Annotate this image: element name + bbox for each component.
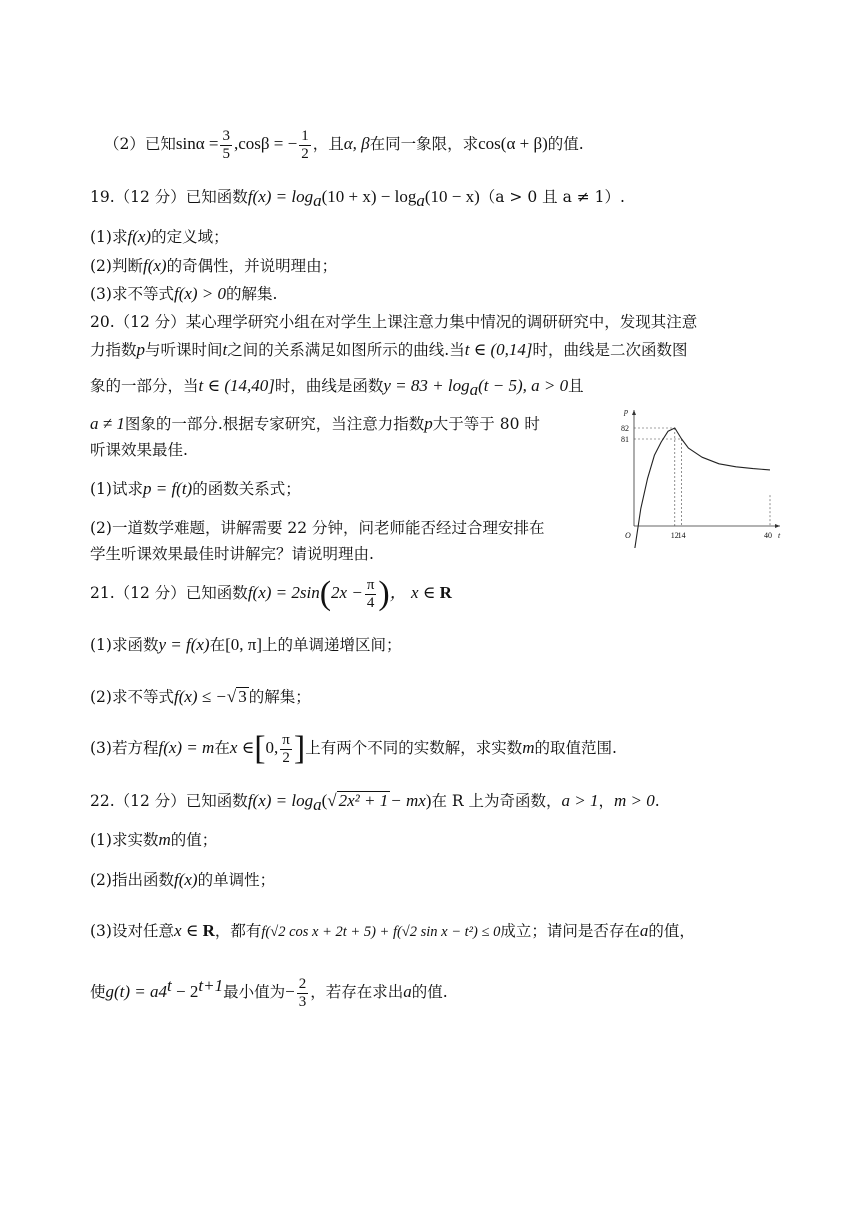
q19-header-text: 19.（12 分）已知函数 bbox=[90, 188, 248, 206]
q20-part1 bbox=[90, 478, 301, 500]
q22-part3-minus: − bbox=[285, 982, 295, 1002]
q18-part2 bbox=[104, 126, 584, 163]
q18-cos-den: 2 bbox=[301, 145, 309, 162]
q22-min-den: 3 bbox=[298, 993, 307, 1010]
q18-sin-expr: sinα = bbox=[175, 134, 219, 153]
q18-sin-num: 3 bbox=[222, 127, 230, 144]
q20-part1-a: (1)试求 bbox=[90, 480, 143, 498]
q20-line2-d: 时，曲线是二次函数图 bbox=[532, 341, 688, 359]
q21-left-bracket: [ bbox=[254, 730, 266, 767]
y-tick-label-82: 82 bbox=[621, 424, 629, 433]
q21-part3-a: (3)若方程 bbox=[90, 739, 159, 757]
q18-sin-den: 5 bbox=[222, 145, 230, 162]
x-tick-label-14: 14 bbox=[677, 531, 686, 540]
q22-part3-g-exp1: t bbox=[167, 976, 172, 995]
q21-part2-b: 的解集； bbox=[248, 688, 311, 706]
q21-part3-x: x ∈ bbox=[229, 738, 255, 757]
q20-line4-a: 图象的一部分.根据专家研究，当注意力指数 bbox=[124, 415, 425, 433]
q22-part2 bbox=[90, 869, 275, 891]
q22-part3-e: 使 bbox=[90, 983, 106, 1002]
q21-part1-c: 上的单调递增区间； bbox=[262, 636, 402, 654]
q20-func-base: a bbox=[469, 380, 479, 400]
q19-part3-b: 的解集. bbox=[226, 285, 278, 303]
q20-line3-c: 且 bbox=[568, 377, 584, 395]
q21-pi-fraction bbox=[365, 577, 377, 612]
q20-line2-a: 力指数 bbox=[90, 341, 137, 359]
q20-part1-b: 的函数关系式； bbox=[192, 480, 301, 498]
q22-part2-a: (2)指出函数 bbox=[90, 871, 174, 889]
y-tick-label-81: 81 bbox=[621, 435, 629, 444]
q22-min-fraction bbox=[297, 976, 309, 1011]
q22-part3-f2: 最小值为 bbox=[223, 983, 286, 1002]
q22-cond-end: . bbox=[654, 792, 660, 810]
q19-part2 bbox=[90, 255, 337, 277]
q22-part1-b: 的值； bbox=[170, 831, 218, 849]
q21-right-paren: ) bbox=[378, 575, 390, 612]
x-axis-arrow bbox=[775, 524, 780, 528]
q21-part3-int-a: 0, bbox=[265, 738, 279, 757]
q22-function: f(x) = log bbox=[247, 791, 314, 810]
q21-pi-num: π bbox=[366, 576, 375, 593]
q21-part3-pi-num: π bbox=[282, 731, 290, 748]
y-axis-arrow bbox=[632, 410, 636, 415]
q22-cond-sep: ， bbox=[598, 792, 614, 810]
q19-base1: a bbox=[313, 191, 322, 211]
q20-p-var2: p bbox=[424, 414, 433, 433]
q21-part2: (2)求不等式f(x) ≤ −√ 3 的解集； bbox=[90, 687, 311, 706]
x-tick-label-40: 40 bbox=[764, 531, 772, 540]
q21-left-paren: ( bbox=[319, 575, 332, 612]
q21-part2-a: (2)求不等式 bbox=[90, 688, 174, 706]
q21-part1-b: 在 bbox=[209, 636, 226, 654]
q20-line1: 20.（12 分）某心理学研究小组在对学生上课注意力集中情况的调研研究中，发现其注意 bbox=[90, 313, 698, 331]
q21-part3-b: 在 bbox=[214, 739, 230, 757]
q22-sqrt-inner: 2x² + 1 bbox=[338, 791, 389, 810]
q18-target: cos(α + β) bbox=[478, 134, 548, 153]
q21-header bbox=[90, 571, 452, 615]
q20-line2-c: 之间的关系满足如图所示的曲线.当 bbox=[227, 341, 465, 359]
q20-line4 bbox=[90, 413, 540, 435]
q22-part3-g-exp2: t+1 bbox=[198, 976, 224, 995]
q21-domain: ， x ∈ bbox=[389, 583, 440, 602]
q22-part3-g: g(t) = a4 bbox=[105, 982, 168, 1002]
q22-part3-line2 bbox=[90, 966, 448, 1012]
q20-cond: a ≠ 1 bbox=[90, 414, 125, 433]
q22-header-text: 22.（12 分）已知函数 bbox=[90, 792, 248, 810]
q21-part1-a: (1)求函数 bbox=[90, 636, 159, 654]
q18-quadrant-text: 在同一象限，求 bbox=[369, 135, 479, 153]
q21-part2-sqrt: 3 bbox=[238, 687, 247, 706]
q21-part1-f: y = f(x) bbox=[158, 635, 210, 654]
q20-t-var: t bbox=[222, 340, 228, 359]
q22-part3-c: 成立；请问是否存在 bbox=[500, 922, 640, 940]
q18-cos-expr: ,cosβ = − bbox=[233, 134, 298, 153]
q21-domain-set: R bbox=[439, 583, 452, 602]
q20-part2-line2: 学生听课效果最佳时讲解完？请说明理由. bbox=[90, 545, 374, 563]
q20-part2-line1: (2)一道数学难题，讲解需要 22 分钟，问老师能否经过合理安排在 bbox=[90, 519, 545, 537]
q20-func-end: (t − 5), a > 0 bbox=[478, 376, 569, 395]
q19-part3 bbox=[90, 283, 277, 305]
q20-line2-b: 与听课时间 bbox=[145, 341, 223, 359]
q22-part2-f: f(x) bbox=[173, 870, 198, 889]
q22-header: 22.（12 分）已知函数$f(x) = \log_a(√$ 2x² + 1 − mx)在 R 上为奇函数，a > 1，m > 0. bbox=[90, 791, 660, 815]
q20-line3 bbox=[90, 375, 584, 401]
q19-base2: a bbox=[416, 191, 425, 211]
q19-part2-a: (2)判断 bbox=[90, 257, 143, 275]
q19-part3-f: f(x) > 0 bbox=[173, 284, 227, 303]
q21-part3 bbox=[90, 726, 617, 770]
x-axis-label: t bbox=[778, 531, 781, 540]
q20-line2 bbox=[90, 339, 688, 361]
q22-part3-var2: a bbox=[403, 982, 412, 1002]
q22-part2-b: 的单调性； bbox=[197, 871, 276, 889]
attention-curve bbox=[634, 428, 770, 548]
q20-line5: 听课效果最佳. bbox=[90, 441, 188, 459]
q22-part3-ineq: f(√2 cos x + 2t + 5) + f(√2 sin x − t²) ≤ 0 bbox=[261, 924, 501, 940]
q19-part2-f: f(x) bbox=[142, 256, 167, 275]
q22-part3-g-mid: − 2 bbox=[171, 982, 199, 1002]
q21-part3-c: 上有两个不同的实数解，求实数 bbox=[305, 739, 523, 757]
q22-part1-a: (1)求实数 bbox=[90, 831, 159, 849]
q19-part1-b: 的定义域； bbox=[151, 228, 229, 246]
q22-part3-d: 的值， bbox=[648, 922, 695, 940]
q20-func: y = 83 + log bbox=[383, 376, 470, 395]
q20-line3-b: 时，曲线是函数 bbox=[274, 377, 384, 395]
q18-part2-prefix: （2）已知 bbox=[104, 135, 176, 153]
q19-condition: （a > 0 且 a ≠ 1）. bbox=[479, 188, 625, 206]
q21-pi-den: 4 bbox=[366, 594, 375, 611]
q22-part3-b: ，都有 bbox=[214, 922, 262, 940]
q22-part3-x: x ∈ bbox=[173, 921, 203, 940]
q20-range1: t ∈ (0,14] bbox=[464, 340, 533, 359]
y-axis-label: p bbox=[624, 407, 628, 416]
q22-part1-m: m bbox=[158, 830, 171, 849]
q22-part3-var: a bbox=[639, 921, 649, 940]
q21-part1-int: [0, π] bbox=[225, 635, 262, 654]
attention-chart bbox=[612, 402, 788, 548]
q22-part1 bbox=[90, 829, 217, 851]
q22-cond-m: m > 0 bbox=[613, 791, 655, 810]
q21-inner: 2x − bbox=[331, 583, 363, 602]
q21-part3-pi-den: 2 bbox=[282, 749, 290, 766]
q21-part3-f: f(x) = m bbox=[158, 738, 215, 757]
q21-part3-d: 的取值范围. bbox=[534, 739, 617, 757]
q20-line4-b: 大于等于 80 时 bbox=[432, 415, 540, 433]
x-tick-label-12: 12 bbox=[670, 531, 679, 540]
q19-header bbox=[90, 186, 625, 212]
q20-range2: t ∈ (14,40] bbox=[198, 376, 275, 395]
q22-part3-a: (3)设对任意 bbox=[90, 922, 174, 940]
q18-mid: ，且 bbox=[312, 135, 344, 153]
q20-p-var: p bbox=[136, 340, 146, 359]
q19-function: f(x) = log bbox=[247, 187, 314, 206]
q21-part2-f: f(x) ≤ − bbox=[173, 687, 227, 706]
q22-mid: 在 R 上为奇函数， bbox=[431, 792, 562, 810]
q22-min-num: 2 bbox=[298, 975, 307, 992]
q20-line3-a: 象的一部分，当 bbox=[90, 377, 199, 395]
q21-part3-pi-fraction bbox=[280, 732, 292, 767]
q21-right-bracket: ] bbox=[293, 730, 306, 767]
q19-part1 bbox=[90, 226, 229, 248]
q18-sin-fraction bbox=[220, 128, 232, 163]
q22-cond-a: a > 1 bbox=[561, 791, 599, 810]
q22-part3-i: 的值. bbox=[411, 983, 448, 1002]
q19-part2-b: 的奇偶性，并说明理由； bbox=[166, 257, 338, 275]
q19-part1-f: f(x) bbox=[127, 227, 152, 246]
q22-base: a bbox=[313, 795, 322, 815]
q18-end: 的值. bbox=[547, 135, 584, 153]
q22-part3-set: R bbox=[202, 921, 215, 940]
q18-cos-fraction bbox=[299, 128, 311, 163]
q21-header-text: 21.（12 分）已知函数 bbox=[90, 584, 248, 602]
q19-function-end: (10 − x) bbox=[424, 187, 480, 206]
origin-label: O bbox=[625, 531, 631, 540]
q18-vars: α, β bbox=[343, 134, 370, 153]
q19-part1-a: (1)求 bbox=[90, 228, 128, 246]
q21-part1 bbox=[90, 634, 402, 656]
q21-function: f(x) = 2sin bbox=[247, 583, 320, 602]
chart-layer bbox=[621, 407, 781, 548]
q20-part1-f: p = f(t) bbox=[142, 479, 193, 498]
q19-part3-a: (3)求不等式 bbox=[90, 285, 174, 303]
q21-part3-m: m bbox=[522, 738, 535, 757]
q22-part3-h: ，若存在求出 bbox=[310, 983, 404, 1002]
q18-cos-num: 1 bbox=[301, 127, 309, 144]
q19-function-mid: (10 + x) − log bbox=[321, 187, 417, 206]
q22-function-end: − mx bbox=[390, 791, 426, 810]
q22-part3-line1 bbox=[90, 920, 695, 943]
